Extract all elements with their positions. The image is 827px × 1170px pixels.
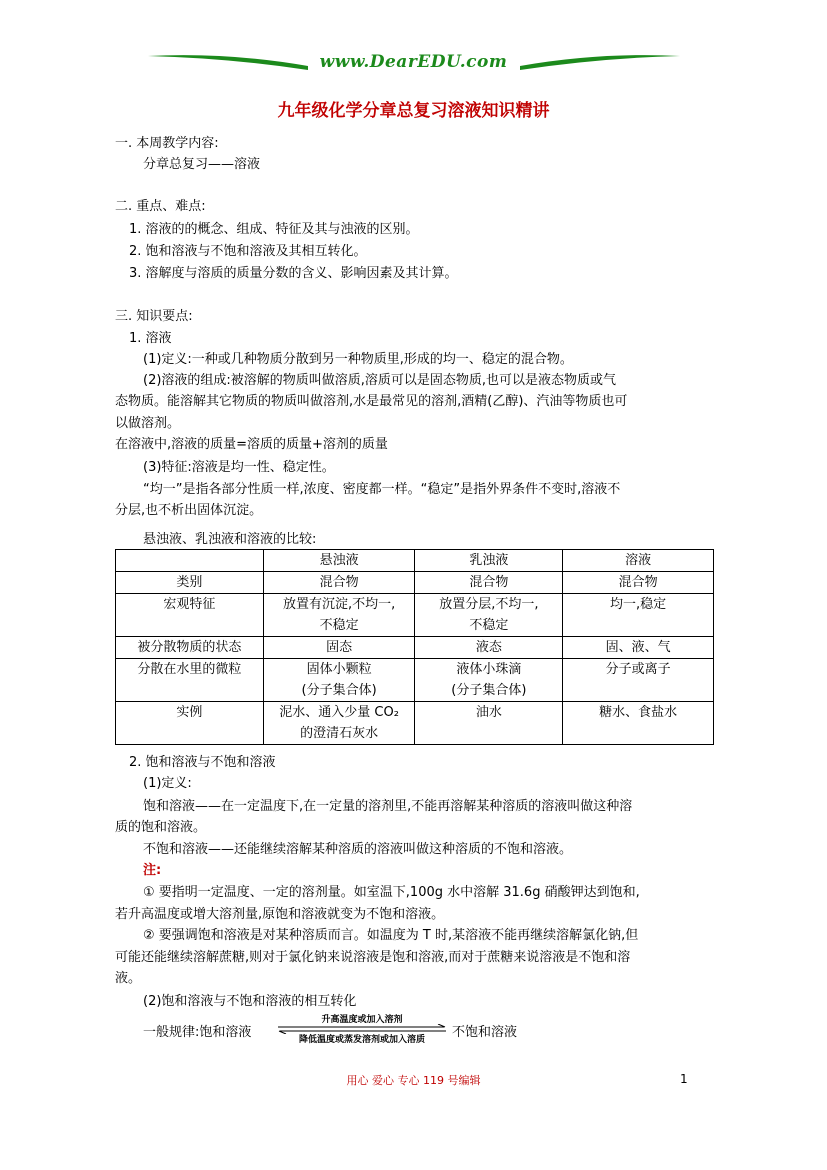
table-row	[116, 637, 714, 659]
table-cell: 液体小珠滴 (分子集合体)	[415, 659, 563, 702]
table-cell: 分子或离子	[563, 659, 714, 702]
paragraph: 态物质。能溶解其它物质的物质叫做溶剂,水是最常见的溶剂,酒精(乙醇)、汽油等物质也可	[115, 394, 628, 409]
paragraph: 分层,也不析出固体沉淀。	[115, 503, 263, 518]
page-number: 1	[680, 1072, 688, 1086]
paragraph: 以做溶剂。	[115, 416, 181, 431]
page-footer: 用心 爱心 专心 119 号编辑	[346, 1074, 481, 1087]
arrow-label-bottom: 降低温度或蒸发溶剂或加入溶质	[298, 1035, 425, 1045]
paragraph: 在溶液中,溶液的质量=溶质的质量+溶剂的质量	[115, 437, 388, 452]
table-header-row	[116, 550, 714, 572]
table-cell: 放置有沉淀,不均一, 不稳定	[263, 594, 415, 637]
table-cell: 固态	[263, 637, 415, 659]
table-row	[116, 572, 714, 594]
paragraph: ① 要指明一定温度、一定的溶剂量。如室温下,100g 水中溶解 31.6g 硝酸钾达到饱和,	[143, 885, 640, 900]
note-label: 注:	[143, 863, 162, 878]
paragraph: 分章总复习——溶液	[143, 157, 261, 172]
list-item: 3. 溶解度与溶质的质量分数的含义、影响因素及其计算。	[129, 266, 458, 281]
table-row	[116, 659, 714, 702]
table-header-cell	[116, 550, 264, 572]
table-cell: 放置分层,不均一, 不稳定	[415, 594, 563, 637]
paragraph: 不饱和溶液——还能继续溶解某种溶质的溶液叫做这种溶质的不饱和溶液。	[143, 842, 573, 857]
paragraph: (1)定义:一种或几种物质分散到另一种物质里,形成的均一、稳定的混合物。	[143, 352, 573, 367]
paragraph: “均一”是指各部分性质一样,浓度、密度都一样。“稳定”是指外界条件不变时,溶液不	[143, 482, 621, 497]
arrow-label-top: 升高温度或加入溶剂	[321, 1015, 403, 1025]
subsection-heading: (2)饱和溶液与不饱和溶液的相互转化	[143, 994, 357, 1009]
paragraph: 质的饱和溶液。	[115, 820, 207, 835]
paragraph: ② 要强调饱和溶液是对某种溶质而言。如温度为 T 时,某溶液不能再继续溶解氯化钠,但	[143, 928, 639, 943]
table-cell: 固体小颗粒 (分子集合体)	[263, 659, 415, 702]
table-cell: 实例	[116, 702, 264, 745]
table-cell: 均一,稳定	[563, 594, 714, 637]
rule-right: 不饱和溶液	[452, 1025, 518, 1040]
paragraph: (3)特征:溶液是均一性、稳定性。	[143, 460, 335, 475]
section-heading: 三. 知识要点:	[115, 309, 193, 324]
page-title: 九年级化学分章总复习溶液知识精讲	[277, 101, 550, 121]
paragraph: 若升高温度或增大溶剂量,原饱和溶液就变为不饱和溶液。	[115, 907, 445, 922]
comparison-table	[115, 549, 714, 745]
table-row	[116, 594, 714, 637]
list-item: 2. 饱和溶液与不饱和溶液及其相互转化。	[129, 244, 367, 259]
section-heading: 一. 本周教学内容:	[115, 136, 219, 151]
subsection-heading: 1. 溶液	[129, 331, 172, 346]
table-header-cell: 悬浊液	[263, 550, 415, 572]
table-cell: 宏观特征	[116, 594, 264, 637]
section-heading: 二. 重点、难点:	[115, 199, 206, 214]
conversion-arrow	[276, 1012, 448, 1046]
table-cell: 油水	[415, 702, 563, 745]
rule-left: 一般规律:饱和溶液	[143, 1025, 252, 1040]
paragraph: (1)定义:	[143, 776, 192, 791]
table-cell: 泥水、通入少量 CO₂ 的澄清石灰水	[263, 702, 415, 745]
table-cell: 液态	[415, 637, 563, 659]
table-cell: 类别	[116, 572, 264, 594]
table-cell: 糖水、食盐水	[563, 702, 714, 745]
table-caption: 悬浊液、乳浊液和溶液的比较:	[143, 532, 317, 547]
table-cell: 分散在水里的微粒	[116, 659, 264, 702]
table-cell: 被分散物质的状态	[116, 637, 264, 659]
table-cell: 固、液、气	[563, 637, 714, 659]
table-cell: 混合物	[415, 572, 563, 594]
table-cell: 混合物	[563, 572, 714, 594]
paragraph: 液。	[115, 971, 142, 986]
paragraph: (2)溶液的组成:被溶解的物质叫做溶质,溶质可以是固态物质,也可以是液态物质或气	[143, 373, 617, 388]
table-header-cell: 乳浊液	[415, 550, 563, 572]
site-logo: www.DearEDU.com	[319, 52, 508, 72]
subsection-heading: 2. 饱和溶液与不饱和溶液	[129, 755, 276, 770]
paragraph: 饱和溶液——在一定温度下,在一定量的溶剂里,不能再溶解某种溶质的溶液叫做这种溶	[143, 799, 633, 814]
paragraph: 可能还能继续溶解蔗糖,则对于氯化钠来说溶液是饱和溶液,而对于蔗糖来说溶液是不饱和溶	[115, 950, 631, 965]
table-cell: 混合物	[263, 572, 415, 594]
table-header-cell: 溶液	[563, 550, 714, 572]
list-item: 1. 溶液的的概念、组成、特征及其与浊液的区别。	[129, 222, 419, 237]
table-row	[116, 702, 714, 745]
